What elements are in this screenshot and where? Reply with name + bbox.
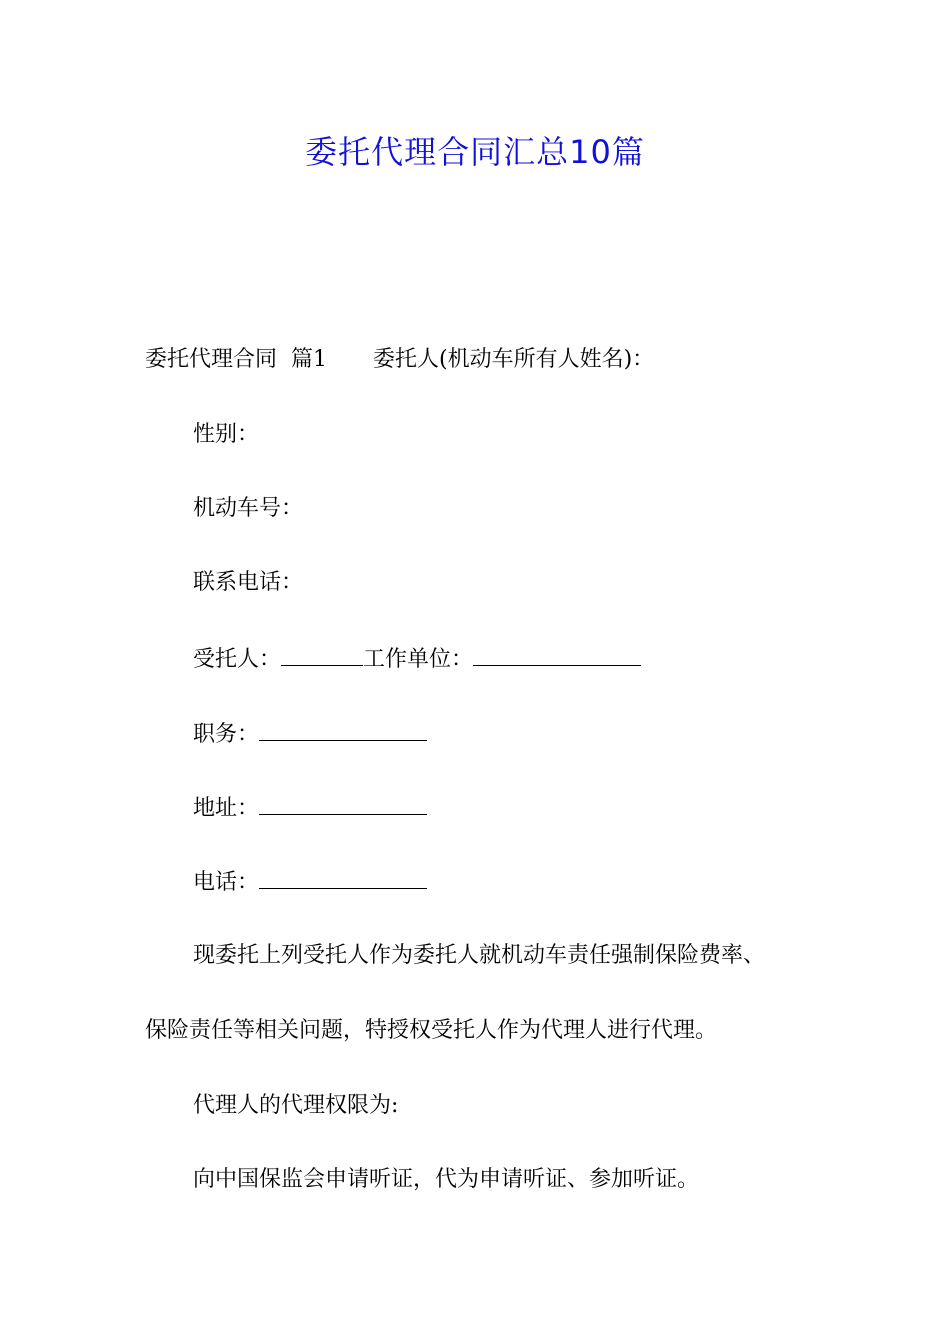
phone-blank (259, 866, 427, 889)
address-line (193, 792, 427, 824)
work-unit-field-label: 工作单位： (363, 647, 474, 672)
work-unit-blank (473, 643, 641, 666)
phone-field-label: 电话： (193, 870, 260, 895)
paragraph-1-line-1: 现委托上列受托人作为委托人就机动车责任强制保险费率、 (193, 943, 766, 968)
trustee-blank (281, 643, 363, 666)
address-field-label: 地址： (193, 796, 260, 821)
address-blank (259, 792, 427, 815)
position-blank (259, 718, 427, 741)
paragraph-3: 向中国保监会申请听证，代为申请听证、参加听证。 (193, 1167, 700, 1192)
contract-heading-line (145, 345, 654, 375)
gender-field-label: 性别： (193, 422, 260, 447)
position-line (193, 718, 427, 750)
position-field-label: 职务： (193, 722, 260, 747)
paragraph-2: 代理人的代理权限为: (193, 1093, 399, 1118)
paragraph-1-line-2: 保险责任等相关问题，特授权受托人作为代理人进行代理。 (145, 1018, 718, 1043)
contact-phone-field-label: 联系电话： (193, 570, 304, 595)
principal-label: 委托人(机动车所有人姓名)： (373, 347, 655, 372)
document-title: 委托代理合同汇总10篇 (305, 133, 645, 171)
contract-heading-label: 委托代理合同 (145, 347, 278, 372)
vehicle-number-field-label: 机动车号： (193, 496, 304, 521)
trustee-field-label: 受托人： (193, 647, 282, 672)
trustee-line (193, 643, 641, 675)
contract-section-label: 篇1 (291, 347, 328, 372)
phone-line (193, 866, 427, 898)
